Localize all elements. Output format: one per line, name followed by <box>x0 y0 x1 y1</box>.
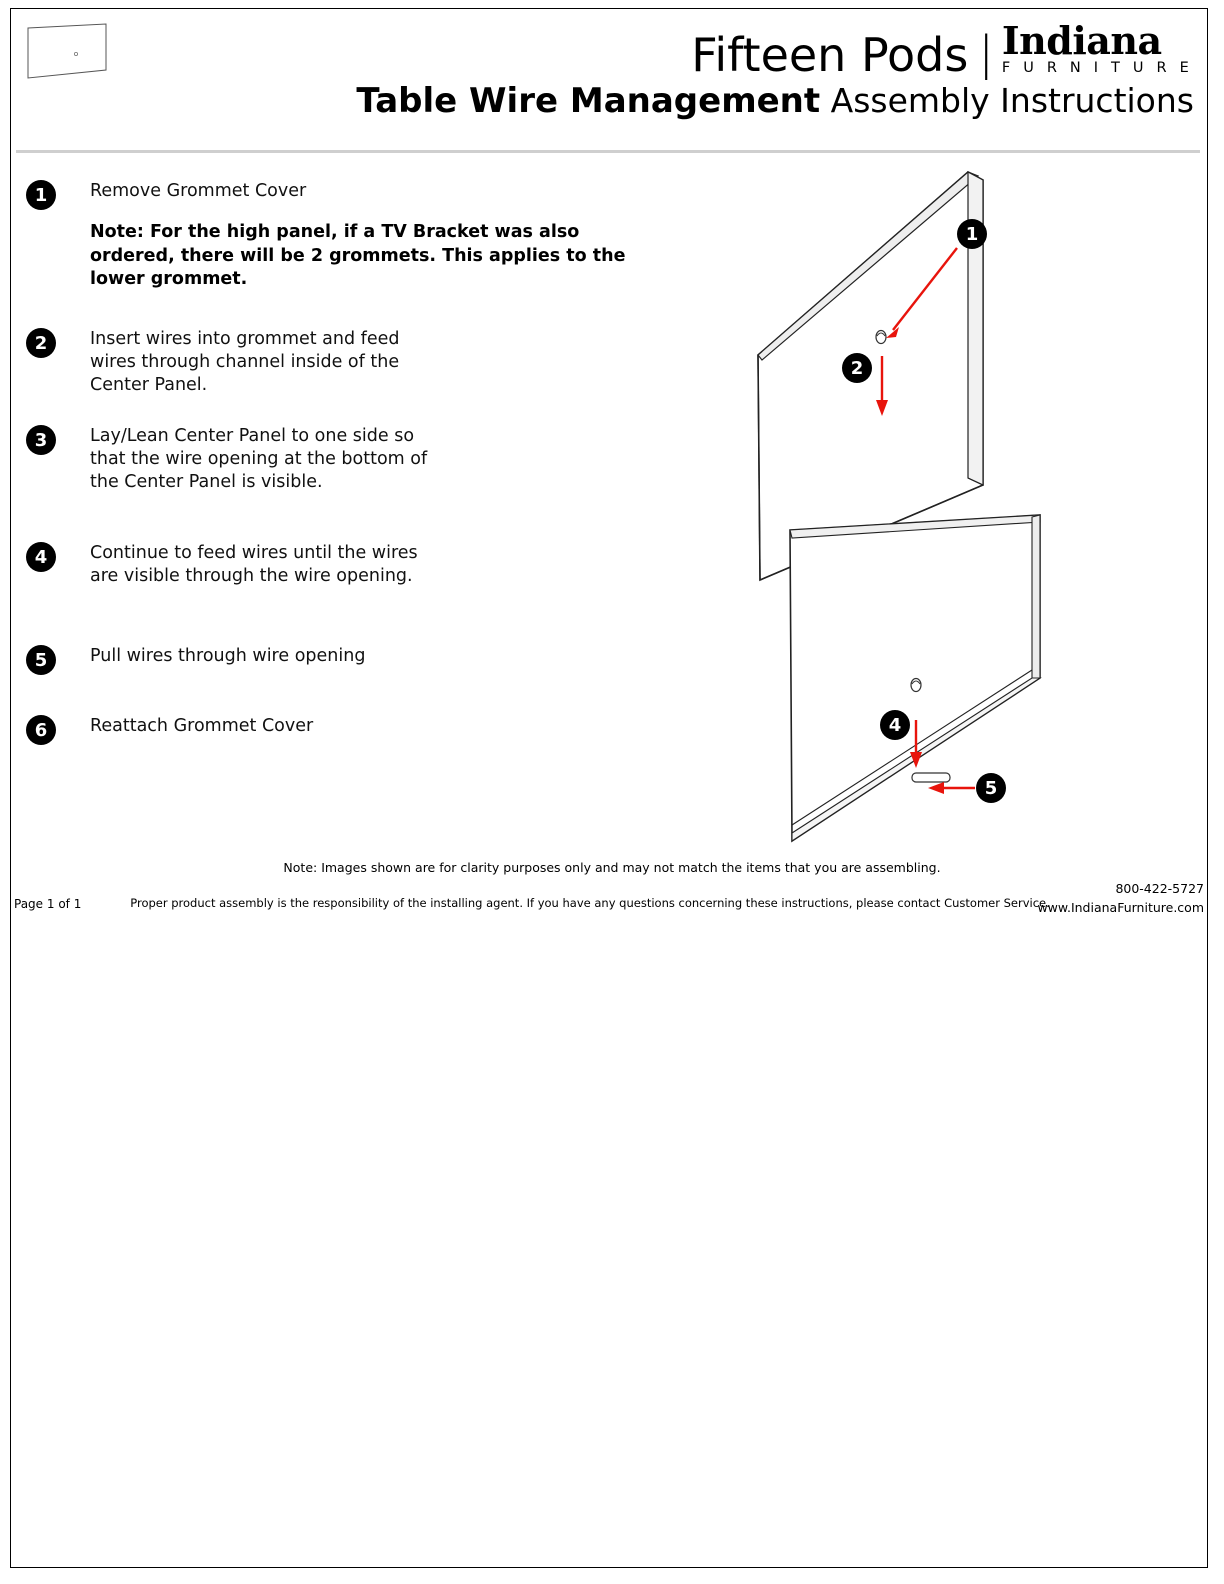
grommet-hole-bottom <box>911 679 921 692</box>
step-number-badge-6: 6 <box>26 715 56 745</box>
brand-subtitle: F U R N I T U R E <box>1001 60 1193 76</box>
assembly-illustrations <box>700 160 1200 860</box>
step-item-4 <box>26 542 646 588</box>
title-separator: | <box>978 25 994 80</box>
step-item-2 <box>26 328 646 397</box>
footer-contact <box>1037 880 1204 918</box>
brand-logo <box>1001 18 1194 78</box>
header-divider <box>16 150 1200 153</box>
footer-page-label: Page 1 of 1 <box>14 897 82 911</box>
step-text-5: Pull wires through wire opening <box>90 646 366 666</box>
callout-badge-4-label: 4 <box>888 715 902 736</box>
document-header <box>12 10 1206 150</box>
footer-disclaimer: Proper product assembly is the responsibility of the installing agent. If you have any questions concerning these instructions, please contact Customer Service. <box>130 896 1050 910</box>
callout-badge-5-label: 5 <box>984 778 998 799</box>
step-number-badge-1: 1 <box>26 180 56 210</box>
callout-badge-1-label: 1 <box>965 224 979 245</box>
panel-thumbnail-icon <box>24 22 110 84</box>
callout-arrow-5 <box>928 782 975 794</box>
step-number-badge-5: 5 <box>26 645 56 675</box>
step-number-badge-2: 2 <box>26 328 56 358</box>
step-item-5 <box>26 645 646 671</box>
step-text-3: Lay/Lean Center Panel to one side so that the wire opening at the bottom of the Center Panel is visible. <box>90 426 428 493</box>
footer-website[interactable]: www.IndianaFurniture.com <box>1037 899 1204 915</box>
brand-name: Indiana <box>1001 18 1162 63</box>
footer-phone: 800-422-5727 <box>1115 881 1204 896</box>
step-item-6 <box>26 715 646 741</box>
grommet-hole-top <box>876 331 886 344</box>
product-title: Fifteen Pods <box>691 27 969 82</box>
document-subtitle <box>234 80 1194 121</box>
step-item-3 <box>26 425 646 494</box>
step-text-4: Continue to feed wires until the wires are visible through the wire opening. <box>90 543 418 587</box>
footer-image-note: Note: Images shown are for clarity purposes only and may not match the items that you are assembling. <box>283 860 941 875</box>
step-text-2: Insert wires into grommet and feed wires through channel inside of the Center Panel. <box>90 329 400 396</box>
step-text-1: Remove Grommet Cover <box>90 181 307 201</box>
wire-opening-slot <box>912 773 950 782</box>
step-number-badge-3: 3 <box>26 425 56 455</box>
step-number-badge-4: 4 <box>26 542 56 572</box>
subtitle-regular: Assembly Instructions <box>820 80 1194 120</box>
subtitle-bold: Table Wire Management <box>356 80 821 121</box>
callout-badge-2-label: 2 <box>850 358 864 379</box>
step-item-1 <box>26 180 646 292</box>
illustration-top-panel <box>758 172 983 580</box>
title-block <box>234 18 1194 121</box>
step-text-6: Reattach Grommet Cover <box>90 716 314 736</box>
step-note-1: Note: For the high panel, if a TV Bracket was also ordered, there will be 2 grommets. This applies to the lower grommet. <box>90 222 626 290</box>
